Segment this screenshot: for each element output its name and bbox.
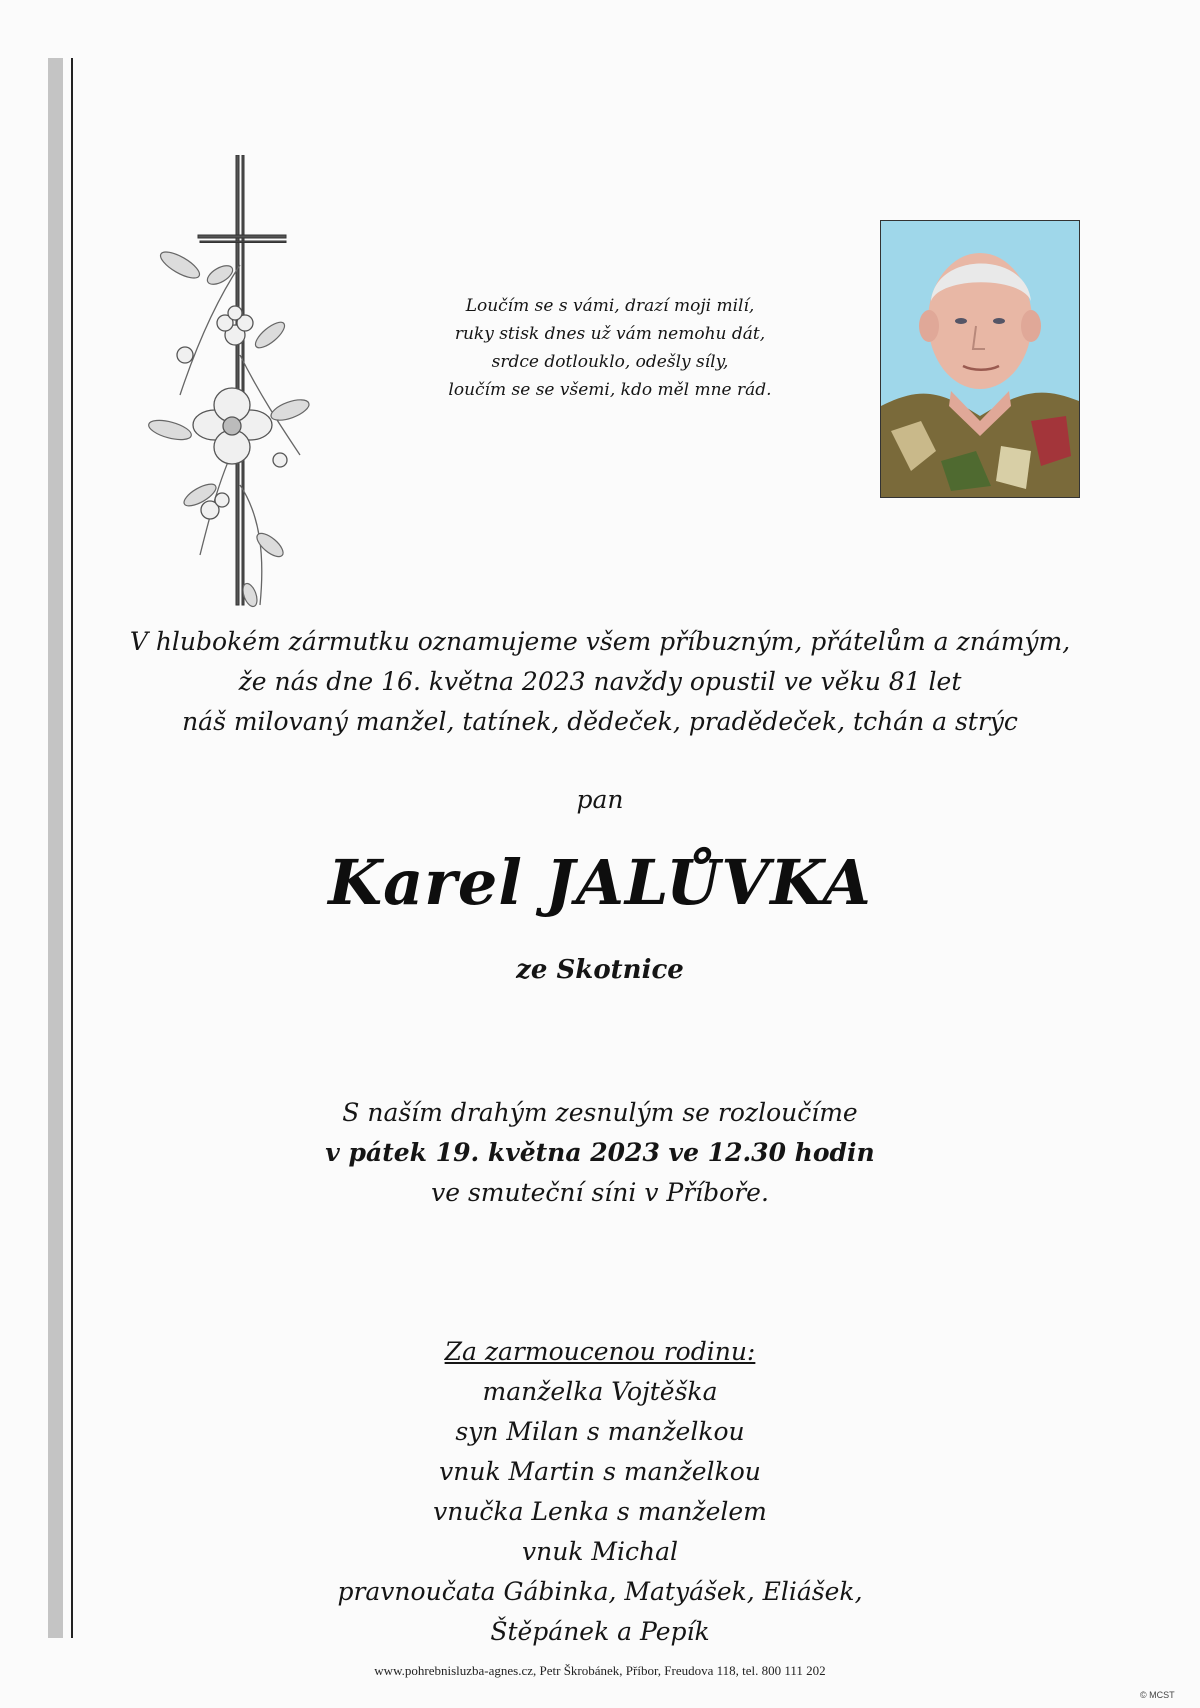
family-member: vnučka Lenka s manželem — [433, 1497, 767, 1526]
poem-line: Loučím se s vámi, drazí moji milí, — [465, 296, 755, 316]
honorific: pan — [576, 785, 624, 814]
funeral-intro: S naším drahým zesnulým se rozloučíme — [342, 1098, 858, 1127]
family-member: vnuk Michal — [521, 1537, 679, 1566]
portrait-photo — [880, 220, 1080, 498]
poem-line: srdce dotlouklo, odešly síly, — [491, 352, 729, 372]
funeral-date-time: v pátek 19. května 2023 ve 12.30 hodin — [325, 1138, 875, 1167]
family-member: manželka Vojtěška — [482, 1377, 718, 1406]
announcement-line: náš milovaný manžel, tatínek, dědeček, pradědeček, tchán a strýc — [182, 707, 1018, 736]
funeral-service-footer: www.pohrebnisluzba-agnes.cz, Petr Škrobánek, Příbor, Freudova 118, tel. 800 111 202 — [374, 1663, 826, 1678]
poem-line: loučím se se všemi, kdo měl mne rád. — [448, 380, 772, 400]
funeral-place: ve smuteční síni v Příboře. — [431, 1178, 769, 1207]
grey-border-bar — [48, 58, 63, 1638]
copyright-mark: © MCST — [1140, 1690, 1175, 1700]
announcement-line: že nás dne 16. května 2023 navždy opustil ve věku 81 let — [238, 667, 962, 696]
deceased-name: Karel JALŮVKA — [328, 846, 872, 919]
cross-with-flowers-icon — [140, 155, 330, 625]
family-member: pravnoučata Gábinka, Matyášek, Eliášek, — [337, 1577, 863, 1606]
family-member: Štěpánek a Pepík — [490, 1617, 710, 1646]
family-member: syn Milan s manželkou — [455, 1417, 745, 1446]
funeral-details — [120, 1093, 1080, 1213]
family-list — [120, 1332, 1080, 1652]
poem-line: ruky stisk dnes už vám nemohu dát, — [454, 324, 766, 344]
family-heading: Za zarmoucenou rodinu: — [444, 1337, 756, 1366]
announcement-line: V hlubokém zármutku oznamujeme všem příbuzným, přátelům a známým, — [129, 627, 1071, 656]
black-border-line — [71, 58, 73, 1638]
deceased-origin: ze Skotnice — [516, 955, 684, 985]
farewell-poem — [430, 292, 790, 404]
family-member: vnuk Martin s manželkou — [439, 1457, 761, 1486]
death-announcement — [120, 622, 1080, 742]
portrait-photo-icon — [881, 221, 1079, 497]
